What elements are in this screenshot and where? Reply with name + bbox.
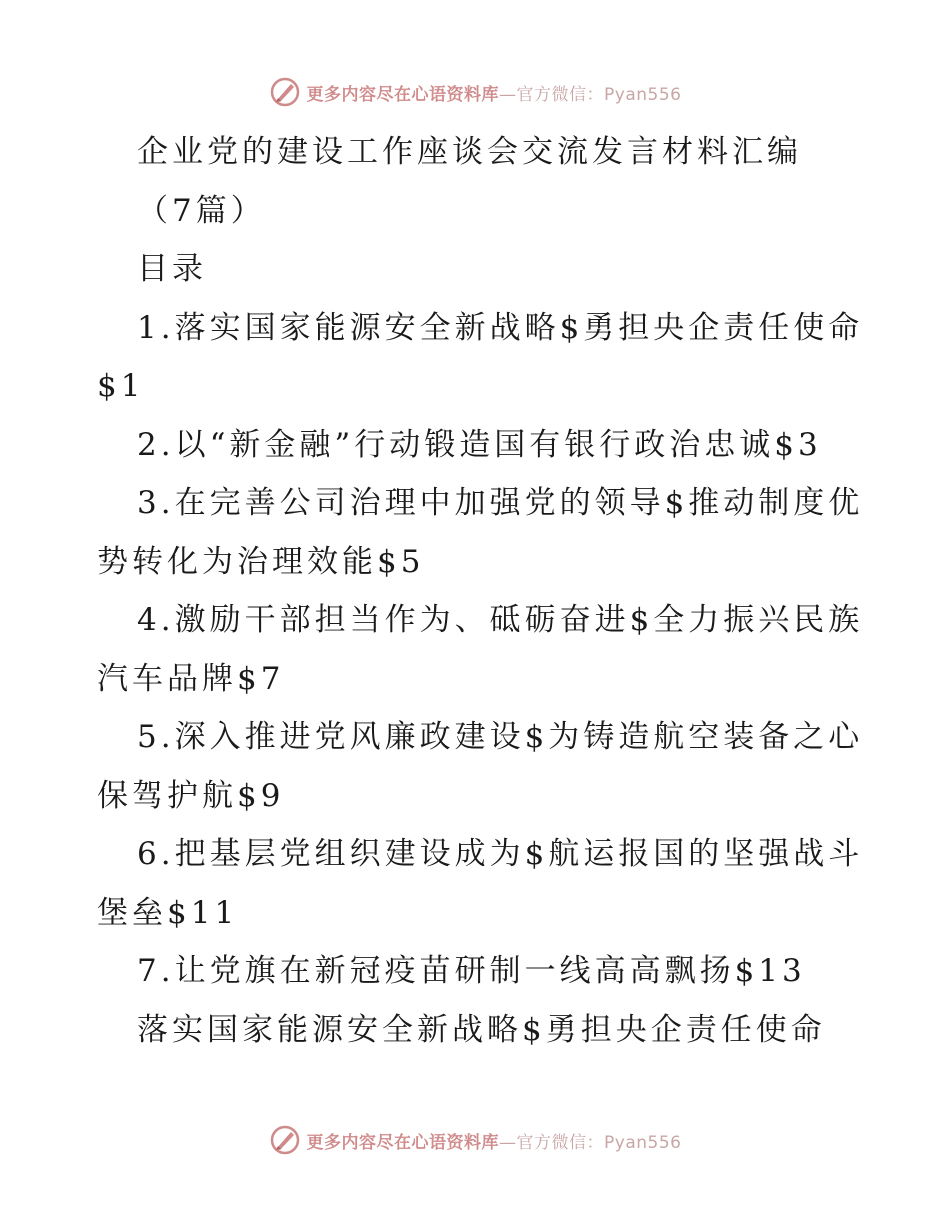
- header-watermark: [0, 72, 950, 112]
- toc-item-1: 1.落实国家能源安全新战略$勇担央企责任使命: [137, 309, 864, 346]
- toc-item-2: 2.以“新金融”行动锻造国有银行政治忠诚$3: [137, 426, 822, 463]
- quill-pen-circle-icon: [269, 1124, 301, 1156]
- toc-heading: 目录: [137, 251, 207, 287]
- toc-item-3: 3.在完善公司治理中加强党的领导$推动制度优: [137, 485, 864, 521]
- watermark-separator: —: [499, 1132, 517, 1153]
- toc-item-6-cont: 堡垒$11: [97, 894, 239, 931]
- footer-watermark: [0, 1120, 950, 1160]
- watermark-contact: 官方微信：Pyan556: [516, 1132, 682, 1153]
- document-body: [97, 123, 864, 1059]
- document-title-count: （7篇）: [137, 192, 266, 229]
- section-title: 落实国家能源安全新战略$勇担央企责任使命: [137, 1011, 826, 1048]
- watermark-contact: 官方微信：Pyan556: [516, 84, 682, 105]
- toc-item-5: 5.深入推进党风廉政建设$为铸造航空装备之心: [137, 719, 864, 755]
- toc-item-6: 6.把基层党组织建设成为$航运报国的坚强战斗: [137, 836, 864, 872]
- toc-item-5-cont: 保驾护航$9: [97, 777, 285, 814]
- toc-item-4: 4.激励干部担当作为、砥砺奋进$全力振兴民族: [137, 602, 864, 638]
- toc-item-7: 7.让党旗在新冠疫苗研制一线高高飘扬$13: [137, 953, 806, 989]
- document-title: 企业党的建设工作座谈会交流发言材料汇编: [137, 134, 802, 170]
- watermark-text: [307, 80, 682, 105]
- watermark-brand: 更多内容尽在心语资料库: [306, 1132, 500, 1153]
- watermark-brand: 更多内容尽在心语资料库: [306, 84, 500, 105]
- watermark-text: [307, 1128, 682, 1153]
- toc-item-1-page: $1: [97, 368, 145, 404]
- watermark-separator: —: [499, 84, 517, 105]
- toc-item-4-cont: 汽车品牌$7: [97, 660, 285, 697]
- toc-item-3-cont: 势转化为治理效能$5: [97, 543, 425, 580]
- quill-pen-circle-icon: [269, 76, 301, 108]
